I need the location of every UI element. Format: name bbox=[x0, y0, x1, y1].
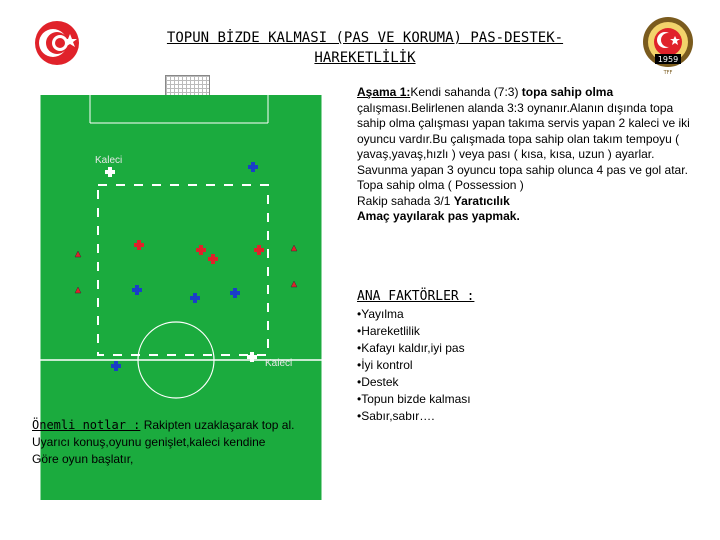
page-title bbox=[110, 28, 620, 68]
factor-item: •Yayılma bbox=[357, 307, 404, 321]
factor-item: •Topun bizde kalması bbox=[357, 392, 471, 406]
title-line-1: TOPUN BİZDE KALMASI (PAS VE KORUMA) PAS-DESTEK- bbox=[166, 30, 564, 46]
factor-item: •Hareketlilik bbox=[357, 324, 420, 338]
phase-heading: Aşama 1: bbox=[357, 85, 411, 99]
red-player bbox=[208, 254, 218, 264]
club-logo bbox=[641, 14, 695, 76]
phase-body-1: Kendi sahanda (7:3) bbox=[410, 85, 522, 99]
cone bbox=[291, 245, 297, 251]
red-player bbox=[196, 245, 206, 255]
phase-description bbox=[357, 85, 702, 225]
club-year: 1959 bbox=[657, 55, 679, 64]
phase-rakip: Rakip sahada 3/1 bbox=[357, 193, 454, 208]
phase-creativity: Yaratıcılık bbox=[453, 193, 510, 208]
factor-item: •İyi kontrol bbox=[357, 358, 413, 372]
factor-item: •Sabır,sabır…. bbox=[357, 409, 435, 423]
phase-bold-1: topa sahip olma bbox=[521, 85, 614, 99]
phase-body-2: çalışması.Belirlenen alanda 3:3 oynanır.Alanın dışında topa sahip olma çalışması yapan takıma servis yapan 2 kaleci ve iki oyuncu vardır.Bu çalışmada topa sahip olan takım tempoyu ( yavaş,yavaş,hızlı ) veya pası ( kısa, kısa, uzun ) ayarlar. Savunma yapan 3 oyuncu topa sahip olunca 4 pas ve gol atar. bbox=[357, 100, 690, 177]
important-notes bbox=[32, 417, 322, 468]
blue-player bbox=[190, 293, 200, 303]
notes-text-3: Göre oyun başlatır, bbox=[32, 452, 134, 466]
phase-possession: Topa sahip olma ( Possession ) bbox=[357, 178, 524, 192]
factors-heading: ANA FAKTÖRLER : bbox=[357, 289, 475, 304]
cone bbox=[75, 287, 81, 293]
goalkeeper-label-top: Kaleci bbox=[95, 155, 123, 166]
phase-goal: Amaç yayılarak pas yapmak. bbox=[357, 209, 520, 223]
federation-logo bbox=[20, 12, 95, 72]
red-player bbox=[254, 245, 264, 255]
cone bbox=[291, 281, 297, 287]
blue-player bbox=[230, 288, 240, 298]
factor-item: •Kafayı kaldır,iyi pas bbox=[357, 341, 465, 355]
blue-player bbox=[132, 285, 142, 295]
factor-item: •Destek bbox=[357, 375, 399, 389]
notes-text-1: Rakipten uzaklaşarak top al. bbox=[140, 418, 295, 432]
notes-text-2: Uyarıcı konuş,oyunu genişlet,kaleci kendine bbox=[32, 435, 266, 449]
goalkeeper-label-bottom: Kaleci bbox=[265, 358, 293, 369]
svg-text:TFF: TFF bbox=[663, 70, 673, 76]
cone bbox=[75, 251, 81, 257]
red-player bbox=[134, 240, 144, 250]
blue-player bbox=[111, 361, 121, 371]
title-line-2: HAREKETLİLİK bbox=[314, 50, 416, 66]
blue-player bbox=[248, 162, 258, 172]
goalkeeper-top bbox=[105, 167, 115, 177]
notes-heading: Önemli notlar : bbox=[32, 418, 141, 432]
factors-list bbox=[357, 306, 471, 425]
